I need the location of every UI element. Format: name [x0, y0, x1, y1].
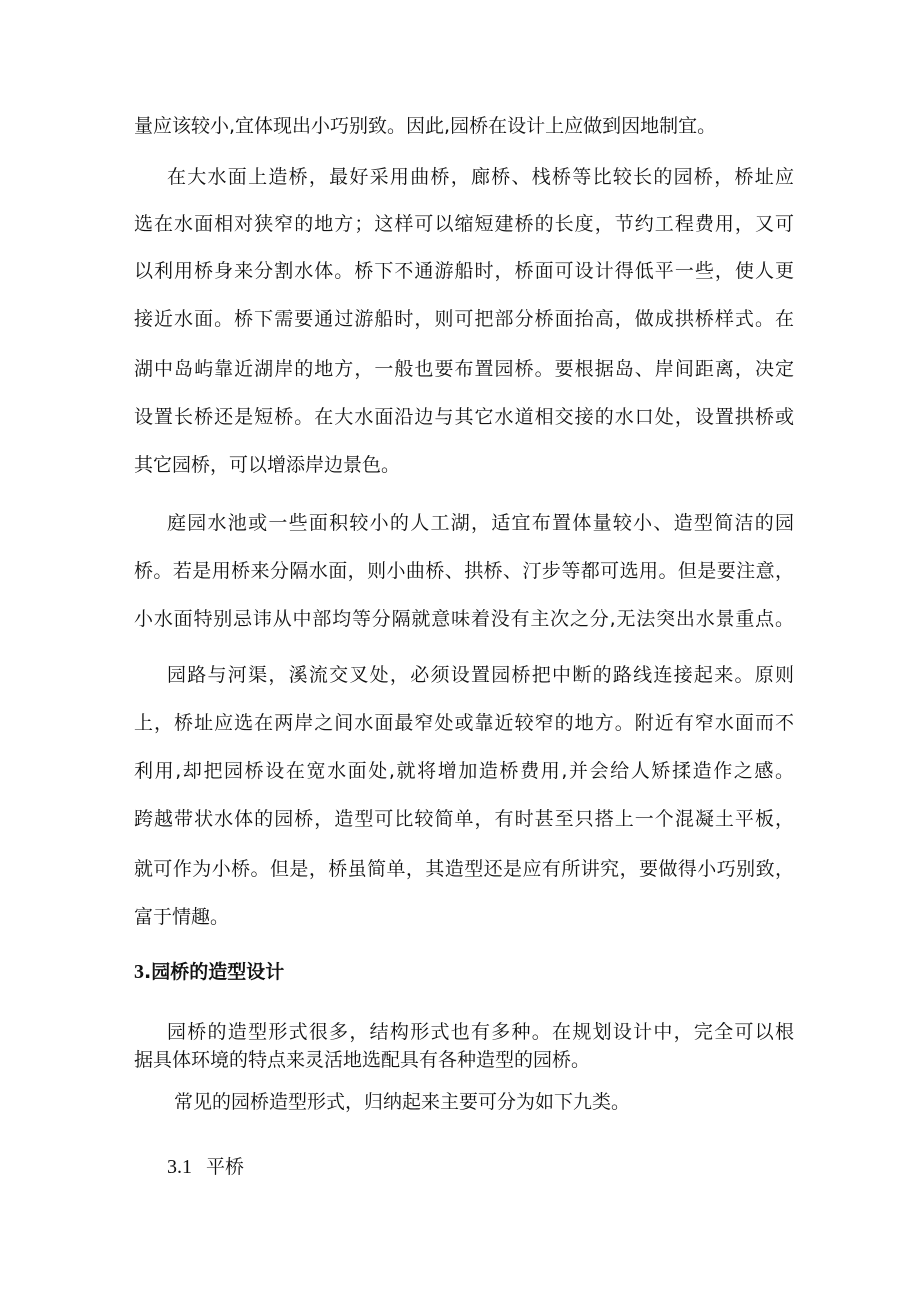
text-line: 接近水面。桥下需要通过游船时，则可把部分桥面抬高，做成拱桥样式。在 [134, 308, 794, 330]
subsection-heading [167, 1153, 244, 1181]
text-line: 利用,却把园桥设在宽水面处,就将增加造桥费用,并会给人矫揉造作之感。 [134, 760, 794, 782]
text-line: 以利用桥身来分割水体。桥下不通游船时，桥面可设计得低平一些，使人更 [134, 260, 794, 282]
text-line: 选在水面相对狭窄的地方；这样可以缩短建桥的长度，节约工程费用，又可 [134, 213, 794, 235]
text-line: 湖中岛屿靠近湖岸的地方，一般也要布置园桥。要根据岛、岸间距离，决定 [134, 358, 794, 380]
subsection-number: 3.1 [167, 1156, 192, 1178]
section-title: .园桥的造型设计 [144, 961, 285, 983]
text-line: 桥。若是用桥来分隔水面，则小曲桥、拱桥、汀步等都可选用。但是要注意， [134, 560, 794, 582]
section-number: 3 [134, 961, 144, 983]
subsection-title: 平桥 [206, 1156, 245, 1178]
text-line: 富于情趣。 [134, 906, 230, 928]
text-line: 常见的园桥造型形式，归纳起来主要可分为如下九类。 [174, 1091, 631, 1113]
text-line: 园路与河渠，溪流交叉处，必须设置园桥把中断的路线连接起来。原则 [167, 664, 794, 686]
text-line: 园桥的造型形式很多，结构形式也有多种。在规划设计中，完全可以根 [167, 1021, 794, 1043]
text-line: 设置长桥还是短桥。在大水面沿边与其它水道相交接的水口处，设置拱桥或 [134, 406, 794, 428]
text-line: 就可作为小桥。但是，桥虽简单，其造型还是应有所讲究，要做得小巧别致， [134, 858, 794, 880]
text-line: 小水面特别忌讳从中部均等分隔就意味着没有主次之分,无法突出水景重点。 [134, 608, 794, 630]
text-line: 量应该较小,宜体现出小巧别致。因此,园桥在设计上应做到因地制宜。 [134, 115, 717, 137]
text-line: 在大水面上造桥，最好采用曲桥，廊桥、栈桥等比较长的园桥，桥址应 [167, 166, 794, 188]
text-line: 据具体环境的特点来灵活地选配具有各种造型的园桥。 [134, 1049, 591, 1071]
text-line: 上，桥址应选在两岸之间水面最窄处或靠近较窄的地方。附近有窄水面而不 [134, 712, 794, 734]
text-line: 跨越带状水体的园桥，造型可比较简单，有时甚至只搭上一个混凝土平板， [134, 808, 794, 830]
text-line: 庭园水池或一些面积较小的人工湖，适宜布置体量较小、造型简洁的园 [167, 512, 794, 534]
text-line: 其它园桥，可以增添岸边景色。 [134, 454, 401, 476]
section-heading [134, 958, 284, 986]
